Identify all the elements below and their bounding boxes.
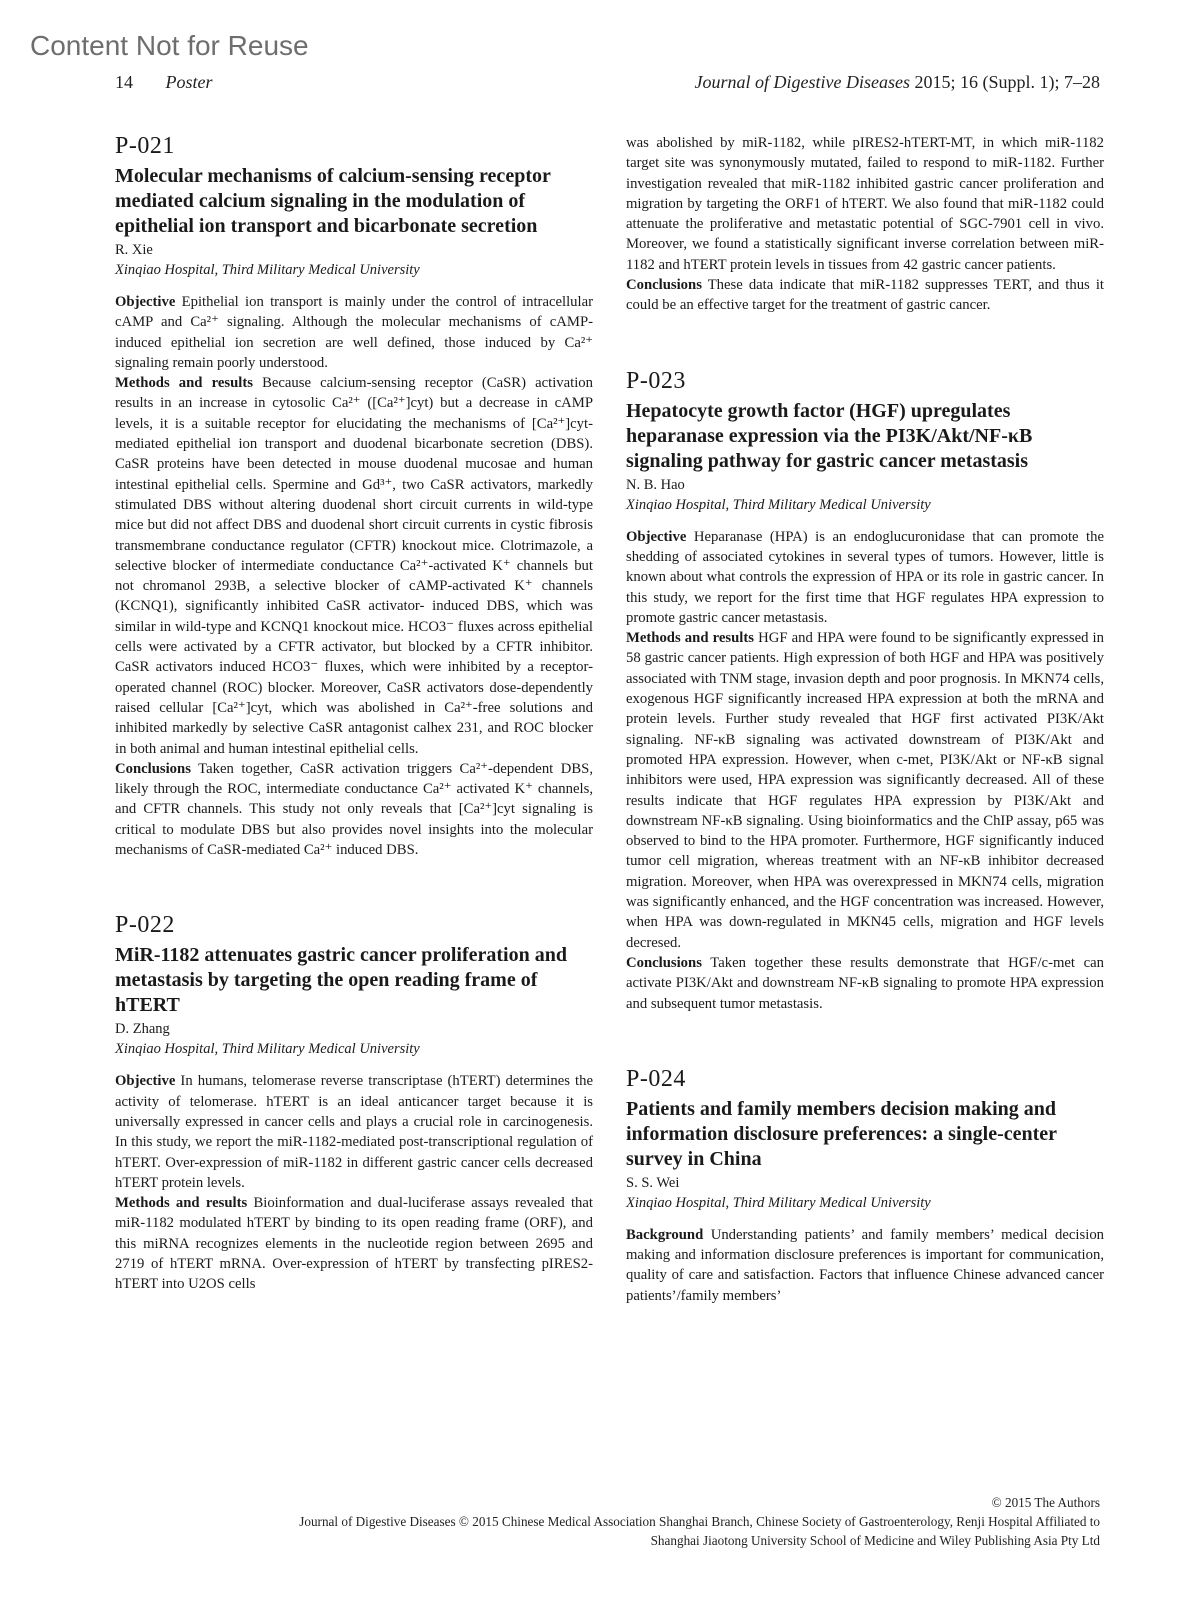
abstract-author: D. Zhang <box>115 1021 170 1038</box>
objective-text: Heparanase (HPA) is an endoglucuronidase that can promote the shedding of associated cytokines in several types of tumors. However, little is known about what controls the expression of HPA or its role in gastric cancer. In this study, we report for the first time that HGF regulates HPA expression to promote gastric cancer metastasis. <box>626 528 1104 626</box>
running-head <box>115 72 1100 93</box>
left-column <box>115 133 593 1347</box>
page-number: 14 <box>115 72 133 92</box>
abstract-affiliation: Xinqiao Hospital, Third Military Medical University <box>115 1041 420 1058</box>
journal-citation <box>695 72 1100 93</box>
abstract-id: P-023 <box>626 367 686 394</box>
conclusions-label: Conclusions <box>626 277 702 294</box>
methods-text: HGF and HPA were found to be significantly expressed in 58 gastric cancer patients. High expression of both HGF and HPA was positively associated with TNM stage, invasion depth and poor prognosis. In MKN74 cells, exogenous HGF significantly increased HPA expression at both the mRNA and protein levels. Further study revealed that HGF first activated PI3K/Akt signaling. NF-κB signaling was activated downstream of PI3K/Akt and promoted HPA expression. However, when c-met, PI3K/Akt or NF-κB signal inhibitors were used, HPA expression was significantly decreased. All of these results indicate that HGF regulates HPA expression by PI3K/Akt and downstream NF-κB signaling. Using bioinformatics and the ChIP assay, p65 was observed to bind to the HPA promoter. Furthermore, HGF significantly induced tumor cell migration, whereas treatment with an NF-κB inhibitor decreased migration. Moreover, when HPA was overexpressed in MKN74 cells, migration was significantly enhanced, and the HGF concentration was increased. However, when HPA was down-regulated in MKN45 cells, migration and HGF levels decresed. <box>626 630 1104 951</box>
watermark: Content Not for Reuse <box>30 30 309 61</box>
abstract-p021 <box>115 133 593 860</box>
conclusions-text: Taken together, CaSR activation triggers Ca²⁺-dependent DBS, likely through the ROC, intermediate conductance Ca²⁺ activated K⁺ channels, and CFTR channels. This study not only reveals that [Ca²⁺]cyt signaling is critical to modulate DBS but also provides novel insights into the molecular mechanisms of CaSR-mediated Ca²⁺ induced DBS. <box>115 760 593 859</box>
objective-label: Objective <box>626 528 687 545</box>
abstract-author: N. B. Hao <box>626 476 685 493</box>
objective-paragraph <box>115 292 593 373</box>
abstract-p023 <box>626 368 1104 1014</box>
methods-paragraph <box>115 373 593 759</box>
conclusions-text: These data indicate that miR-1182 suppresses TERT, and thus it could be an effective target for the treatment of gastric cancer. <box>626 277 1104 314</box>
abstract-affiliation: Xinqiao Hospital, Third Military Medical University <box>626 496 931 513</box>
abstract-author: R. Xie <box>115 242 153 258</box>
conclusions-text: Taken together these results demonstrate that HGF/c-met can activate PI3K/Akt and downstream NF-κB signaling to promote HPA expression and subsequent tumor metastasis. <box>626 954 1104 1012</box>
methods-paragraph <box>626 628 1104 953</box>
abstract-author: S. S. Wei <box>626 1174 680 1191</box>
journal-issue: 2015; 16 (Suppl. 1); 7–28 <box>914 72 1100 92</box>
methods-continued-paragraph: was abolished by miR-1182, while pIRES2-hTERT-MT, in which miR-1182 target site was synonymously mutated, failed to respond to miR-1182. Further investigation revealed that miR-1182 inhibited gastric cancer proliferation and migration by targeting the ORF1 of hTERT. We also found that miR-1182 could attenuate the proliferative and metastatic potential of SGC-7901 cell in vivo. Moreover, we found a statistically significant inverse correlation between miR-1182 and hTERT protein levels in tissues from 42 gastric cancer patients. <box>626 135 1104 273</box>
abstract-title: Hepatocyte growth factor (HGF) upregulates heparanase expression via the PI3K/Akt/NF-κB signaling pathway for gastric cancer metastasis <box>626 399 1033 472</box>
abstract-p022-continued <box>626 133 1104 316</box>
methods-label: Methods and results <box>626 630 754 647</box>
objective-paragraph <box>115 1071 593 1193</box>
methods-text: Bioinformation and dual-luciferase assays revealed that miR-1182 modulated hTERT by binding to its open reading frame (ORF), and this miRNA recognizes elements in the nucleotide region between 2695 and 2719 of hTERT mRNA. Over-expression of hTERT by transfecting pIRES2-hTERT into U2OS cells <box>115 1195 593 1293</box>
background-text: Understanding patients’ and family members’ medical decision making and information disclosure preferences is important for communication, quality of care and satisfaction. Factors that influence Chinese advanced cancer patients’/family members’ <box>626 1226 1105 1304</box>
background-paragraph <box>626 1225 1104 1306</box>
abstract-title: MiR-1182 attenuates gastric cancer proliferation and metastasis by targeting the open reading frame of hTERT <box>115 944 567 1017</box>
section-label: Poster <box>165 72 213 92</box>
abstract-id: P-021 <box>115 133 175 159</box>
page-footer <box>120 1493 1100 1550</box>
copyright-publisher: Shanghai Jiaotong University School of Medicine and Wiley Publishing Asia Pty Ltd <box>650 1533 1100 1548</box>
abstract-p022 <box>115 912 593 1294</box>
conclusions-label: Conclusions <box>626 954 702 971</box>
methods-label: Methods and results <box>115 375 253 392</box>
objective-label: Objective <box>115 1073 176 1090</box>
conclusions-paragraph <box>626 953 1104 1014</box>
conclusions-paragraph <box>115 759 593 860</box>
objective-text: In humans, telomerase reverse transcriptase (hTERT) determines the activity of telomerase. hTERT is an ideal anticancer target because it is universally expressed in cancer cells and plays a crucial role in carcinogenesis. In this study, we report the miR-1182-mediated post-transcriptional regulation of hTERT. Over-expression of miR-1182 in different gastric cancer cells decreased hTERT protein levels. <box>115 1073 593 1191</box>
methods-label: Methods and results <box>115 1195 248 1212</box>
objective-label: Objective <box>115 294 176 310</box>
abstract-id: P-024 <box>626 1065 686 1092</box>
methods-paragraph <box>115 1193 593 1294</box>
journal-name: Journal of Digestive Diseases <box>694 72 910 92</box>
abstract-affiliation: Xinqiao Hospital, Third Military Medical University <box>115 262 420 278</box>
abstract-title: Molecular mechanisms of calcium-sensing receptor mediated calcium signaling in the modulation of epithelial ion transport and bicarbonate secretion <box>115 165 551 237</box>
copyright-authors: © 2015 The Authors <box>991 1495 1100 1510</box>
methods-text: Because calcium-sensing receptor (CaSR) activation results in an increase in cytosolic Ca²⁺ ([Ca²⁺]cyt) but a decrease in cAMP levels, it is a suitable receptor for elucidating the mechanisms of [Ca²⁺]cyt-mediated epithelial ion transport and duodenal bicarbonate secretion (DBS). CaSR proteins have been detected in mouse duodenal mucosae and human intestinal epithelial cells. Spermine and Gd³⁺, two CaSR activators, markedly stimulated DBS without altering duodenal short circuit currents in wild-type mice but did not affect DBS and duodenal short circuit currents in cystic fibrosis transmembrane conductance regulator (CFTR) knockout mice. Clotrimazole, a selective blocker of intermediate conductance Ca²⁺-activated K⁺ channels but not chromanol 293B, a selective blocker of cAMP-activated K⁺ channels (KCNQ1), significantly inhibited CaSR activator- induced DBS, which was similar in wild-type and KCNQ1 knockout mice. HCO3⁻ fluxes across epithelial cells were activated by a CFTR activator, but blocked by a CFTR inhibitor. CaSR activators induced HCO3⁻ fluxes, which were inhibited by a receptor-operated channel (ROC) blocker. Moreover, CaSR activators dose-dependently raised cellular [Ca²⁺]cyt, which was abolished in Ca²⁺-free solutions and inhibited markedly by selective CaSR antagonist calhex 231, and ROC blocker in both animal and human intestinal epithelial cells. <box>115 375 593 757</box>
objective-text: Epithelial ion transport is mainly under the control of intracellular cAMP and Ca²⁺ signaling. Although the molecular mechanisms of cAMP-induced epithelial ion secretion are well defined, those induced by Ca²⁺ signaling remain poorly understood. <box>115 294 593 371</box>
copyright-journal: Journal of Digestive Diseases © 2015 Chinese Medical Association Shanghai Branch, Chinese Society of Gastroenterology, Renji Hospital Affiliated to <box>299 1514 1100 1529</box>
abstract-p024 <box>626 1066 1104 1306</box>
conclusions-paragraph <box>626 275 1104 316</box>
abstract-affiliation: Xinqiao Hospital, Third Military Medical University <box>626 1194 931 1211</box>
background-label: Background <box>626 1226 704 1243</box>
abstract-title: Patients and family members decision making and information disclosure preferences: a single-center survey in China <box>626 1097 1057 1170</box>
objective-paragraph <box>626 527 1104 628</box>
conclusions-label: Conclusions <box>115 760 191 777</box>
abstract-id: P-022 <box>115 912 175 939</box>
right-column <box>626 133 1104 1358</box>
